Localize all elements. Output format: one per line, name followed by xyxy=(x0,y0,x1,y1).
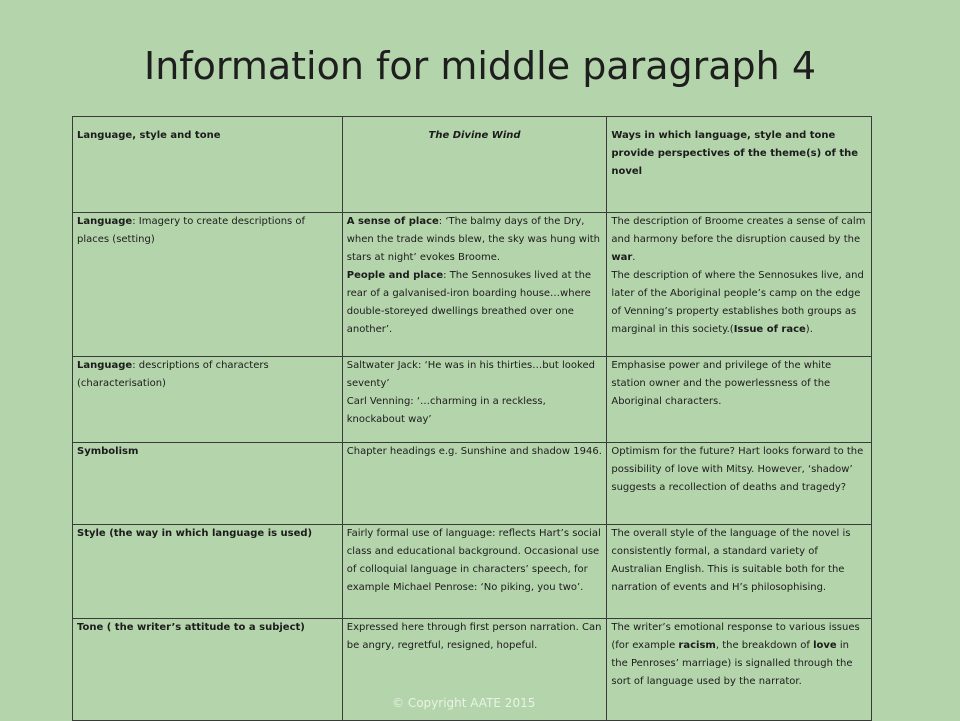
row-label-symbolism: Symbolism xyxy=(73,443,343,525)
perspective-text: The description of Broome creates a sense of calm and harmony before the disruption caused by the xyxy=(611,216,866,245)
header-label-novel: The Divine Wind xyxy=(428,130,521,141)
header-label-perspectives: Ways in which language, style and tone provide perspectives of the theme(s) of the novel xyxy=(611,130,859,177)
table-row xyxy=(73,525,872,619)
perspective-bold: Issue of race xyxy=(733,324,806,335)
table-header-row xyxy=(73,117,872,213)
perspective-bold: war xyxy=(611,252,633,263)
info-table xyxy=(72,116,872,721)
perspective-para xyxy=(611,213,867,267)
row-label-bold: Language xyxy=(77,216,133,227)
header-cell-language xyxy=(73,117,343,213)
copyright-footer: © Copyright AATE 2015 xyxy=(392,696,536,710)
row-cell-perspective xyxy=(607,213,872,357)
perspective-text: The overall style of the language of the novel is consistently formal, a standard variety of Australian English. This is suitable both for the narration of events and H’s philosophising. xyxy=(611,528,851,593)
row-cell-perspective xyxy=(607,619,872,721)
slide-title: Information for middle paragraph 4 xyxy=(143,44,816,88)
perspective-text: The description of where the Sennosukes live, and later of the Aboriginal people’s camp on the edge of Venning’s property establishes both groups as marginal in this society.( xyxy=(611,270,864,335)
table-row xyxy=(73,357,872,443)
header-cell-perspectives xyxy=(607,117,872,213)
row-label-text: : descriptions of characters (characterisation) xyxy=(77,360,269,389)
perspective-text: ). xyxy=(805,324,813,335)
perspective-bold: racism xyxy=(678,640,716,651)
perspective-text: , the breakdown of xyxy=(715,640,814,651)
header-cell-novel xyxy=(342,117,607,213)
perspective-text: Emphasise power and privilege of the white station owner and the powerlessness of the Aboriginal characters. xyxy=(611,360,832,407)
quote-sense-of-place xyxy=(347,213,603,267)
row-label-characterisation xyxy=(73,357,343,443)
row-cell-perspective xyxy=(607,443,872,525)
row-label-text: : Imagery to create descriptions of places (setting) xyxy=(77,216,306,245)
row-cell-novel xyxy=(342,357,607,443)
quote-heading: People and place xyxy=(346,270,444,281)
perspective-text: . xyxy=(632,252,636,263)
quote-people-and-place xyxy=(347,267,603,339)
perspective-text: in the Penroses’ marriage) is signalled through the sort of language used by the narrator. xyxy=(611,640,853,687)
table-row xyxy=(73,443,872,525)
header-label-language: Language, style and tone xyxy=(77,130,221,141)
row-cell-perspective xyxy=(607,357,872,443)
perspective-text: Optimism for the future? Hart looks forward to the possibility of love with Mitsy. However, ‘shadow’ suggests a recollection of deaths and tragedy? xyxy=(611,446,864,493)
quote-text: Fairly formal use of language: reflects Hart’s social class and educational background. Occasional use of colloquial language in characters’ speech, for example Michael Penrose: ‘No piking, you two’. xyxy=(346,528,601,593)
row-cell-novel xyxy=(342,443,607,525)
row-cell-novel xyxy=(342,525,607,619)
row-label-bold: Language xyxy=(77,360,133,371)
quote-text: Carl Venning: ‘…charming in a reckless, knockabout way’ xyxy=(346,396,546,425)
quote-text: : The Sennosukes lived at the rear of a galvanised-iron boarding house…where double-storeyed dwellings breathed over one another’. xyxy=(346,270,592,335)
row-cell-novel xyxy=(342,213,607,357)
row-label-style: Style (the way in which language is used) xyxy=(73,525,343,619)
quote-text: Saltwater Jack: ‘He was in his thirties…but looked seventy’ xyxy=(346,360,595,389)
quote-text: Expressed here through first person narration. Can be angry, regretful, resigned, hopeful. xyxy=(346,622,602,651)
perspective-text: The writer’s emotional response to various issues (for example xyxy=(611,622,860,651)
row-label-imagery xyxy=(73,213,343,357)
perspective-bold: love xyxy=(813,640,837,651)
quote-heading: A sense of place xyxy=(346,216,439,227)
table-row xyxy=(73,213,872,357)
quote-text: : ‘The balmy days of the Dry, when the trade winds blew, the sky was hung with stars at night’ evokes Broome. xyxy=(346,216,600,263)
row-label-tone: Tone ( the writer’s attitude to a subject) xyxy=(73,619,343,721)
quote-text: Chapter headings e.g. Sunshine and shadow 1946. xyxy=(346,446,602,457)
row-cell-perspective xyxy=(607,525,872,619)
perspective-para xyxy=(611,267,867,339)
